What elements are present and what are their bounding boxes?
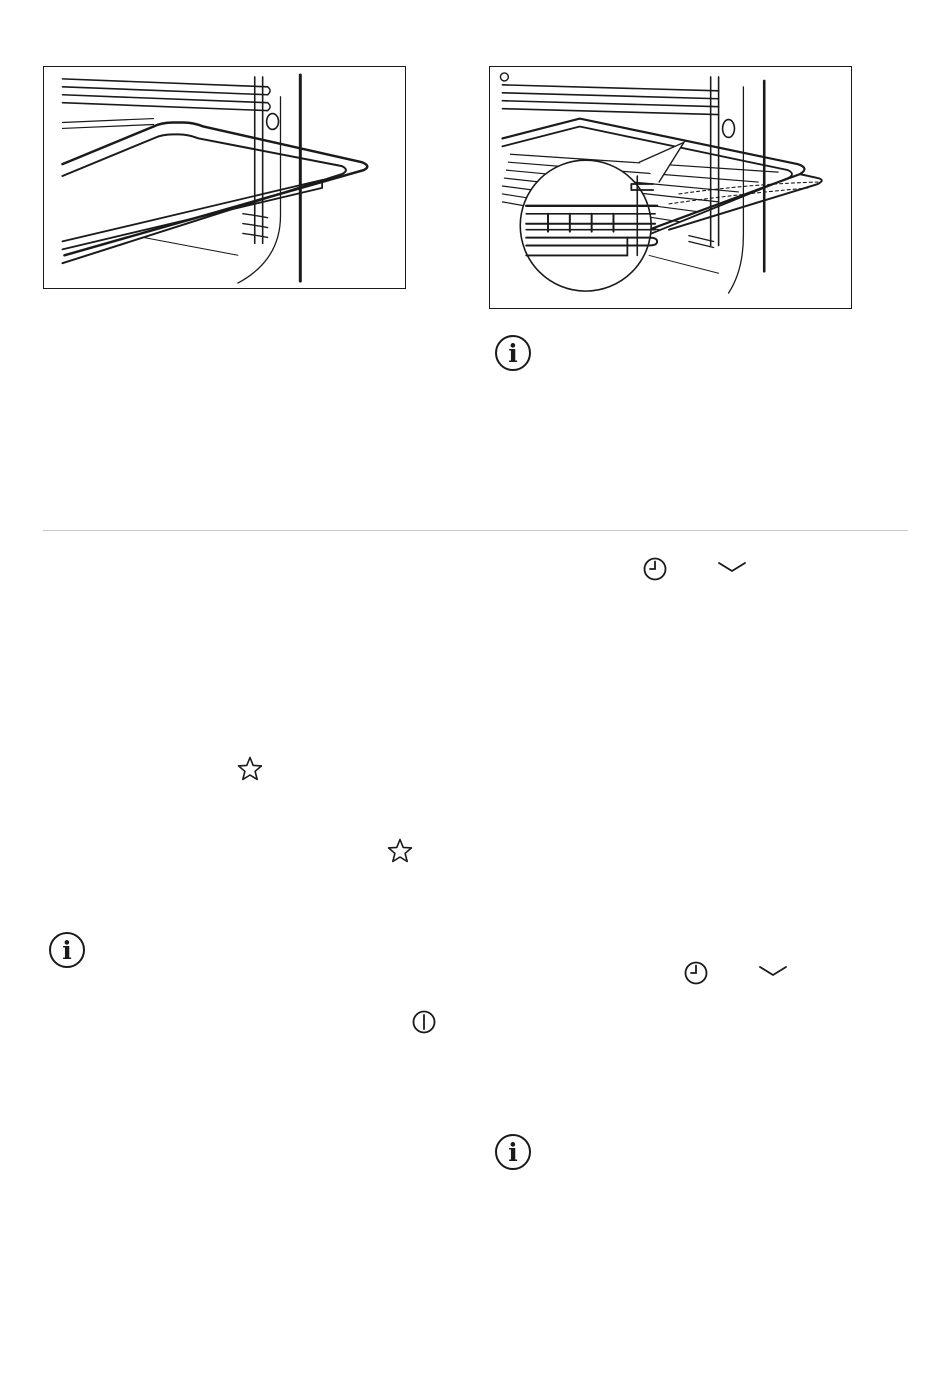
clock-icon [683,960,709,986]
star-outline-icon [236,755,264,783]
section-divider [43,530,908,531]
info-icon [495,335,531,371]
info-icon [49,932,85,968]
info-glyph: i [508,338,518,368]
chevron-down-icon [716,558,748,576]
clock-icon [642,556,668,582]
oven-wire-shelf-with-detail-magnifier-illustration [490,67,851,308]
info-glyph: i [62,935,72,965]
wire-shelf-illustration [489,66,852,309]
oven-tray-on-shelf-illustration [44,67,405,288]
power-icon [411,1009,437,1035]
star-outline-icon [386,837,414,865]
info-glyph: i [508,1137,518,1167]
chevron-down-icon [757,962,789,980]
tray-illustration [43,66,406,289]
info-icon [495,1134,531,1170]
